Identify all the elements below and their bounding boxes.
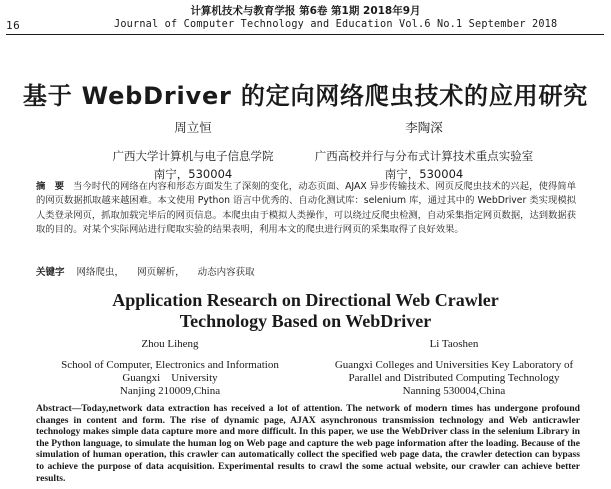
author-city-cn: 南宁，530004 bbox=[153, 167, 233, 181]
author-affiliation-cn: 广西大学计算机与电子信息学院 bbox=[112, 149, 274, 163]
keywords-cn-label: 关键字 bbox=[36, 267, 65, 278]
keyword: 网页解析， bbox=[137, 267, 185, 278]
author-city-cn: 南宁，530004 bbox=[384, 167, 464, 181]
author-affiliation-en-line: Guangxi Colleges and Universities Key Laboratory of bbox=[334, 359, 574, 371]
abstract-cn-text: 当今时代的网络在内容和形态方面发生了深刻的变化，动态页面、AJAX 异步传输技术、网页反爬虫技术的兴起，使得简单的网页数据抓取越来越困难。本文使用 Python 语言中优秀的、自动化测试库：selenium 库，通过其中的 WebDriver 类实现模拟人类登录网页，抓取加载完毕后的网页信息。本爬虫由于模拟人类操作，可以绕过反爬虫检测，自动采集指定网页数据，达到数据获取的目的。对某个实际网站进行爬取实验的结果表明，利用本文的爬虫进行网页的采集取得了良好效果。 bbox=[36, 181, 576, 236]
author-block-en-2 bbox=[318, 338, 590, 398]
title-cn: 基于 WebDriver 的定向网络爬虫技术的应用研究 bbox=[22, 82, 589, 110]
author-name-cn: 周立恒 bbox=[174, 120, 212, 135]
title-en bbox=[0, 290, 611, 332]
abstract-cn-label: 摘 要 bbox=[36, 181, 65, 192]
author-block-cn-1 bbox=[80, 118, 306, 182]
running-header-cn: 计算机技术与教育学报 第6卷 第1期 2018年9月 bbox=[190, 5, 421, 17]
keyword: 动态内容获取 bbox=[197, 267, 255, 278]
author-affiliation-en-line: Guangxi University bbox=[122, 372, 218, 384]
header-rule bbox=[6, 34, 604, 35]
author-name-en: Li Taoshen bbox=[429, 338, 479, 350]
keyword: 网络爬虫， bbox=[76, 267, 125, 278]
title-en-line: Technology Based on WebDriver bbox=[179, 311, 432, 331]
page-number: 16 bbox=[6, 19, 21, 32]
title-en-line: Application Research on Directional Web Crawler bbox=[112, 290, 499, 310]
author-block-en-1 bbox=[48, 338, 292, 398]
running-header-en: Journal of Computer Technology and Education Vol.6 No.1 September 2018 bbox=[114, 19, 558, 30]
author-affiliation-cn: 广西高校并行与分布式计算技术重点实验室 bbox=[314, 149, 534, 163]
abstract-cn bbox=[36, 180, 576, 238]
author-affiliation-en-line: Parallel and Distributed Computing Technology bbox=[348, 372, 560, 384]
author-affiliation-en-line: Nanjing 210009,China bbox=[119, 385, 221, 397]
author-name-en: Zhou Liheng bbox=[141, 338, 199, 350]
author-affiliation-en-line: Nanning 530004,China bbox=[402, 385, 506, 397]
author-affiliation-en-line: School of Computer, Electronics and Information bbox=[61, 359, 279, 371]
author-block-cn-2 bbox=[306, 118, 542, 182]
keywords-cn bbox=[36, 264, 576, 278]
running-header-row bbox=[6, 19, 605, 33]
abstract-en: Abstract—Today,network data extraction has received a lot of attention. The network of modern times has undergone profound changes in content and form. The rise of dynamic page, AJAX asynchronous transmission technology and Web anticrawler technology makes simple data capture more and more difficult. In this paper, we use the WebDriver class in the selenium Library in the Python language, to simulate the human log on Web page and capture the web page information after the loading. Because of the simulation of human operation, this crawler can automatically collect the specified web page data, the crawler detection can bypass to achieve the purpose of data acquisition. Experimental results to crawl the some actual website, our crawler can achieve better results. bbox=[36, 403, 580, 484]
author-name-cn: 李陶深 bbox=[405, 120, 443, 135]
